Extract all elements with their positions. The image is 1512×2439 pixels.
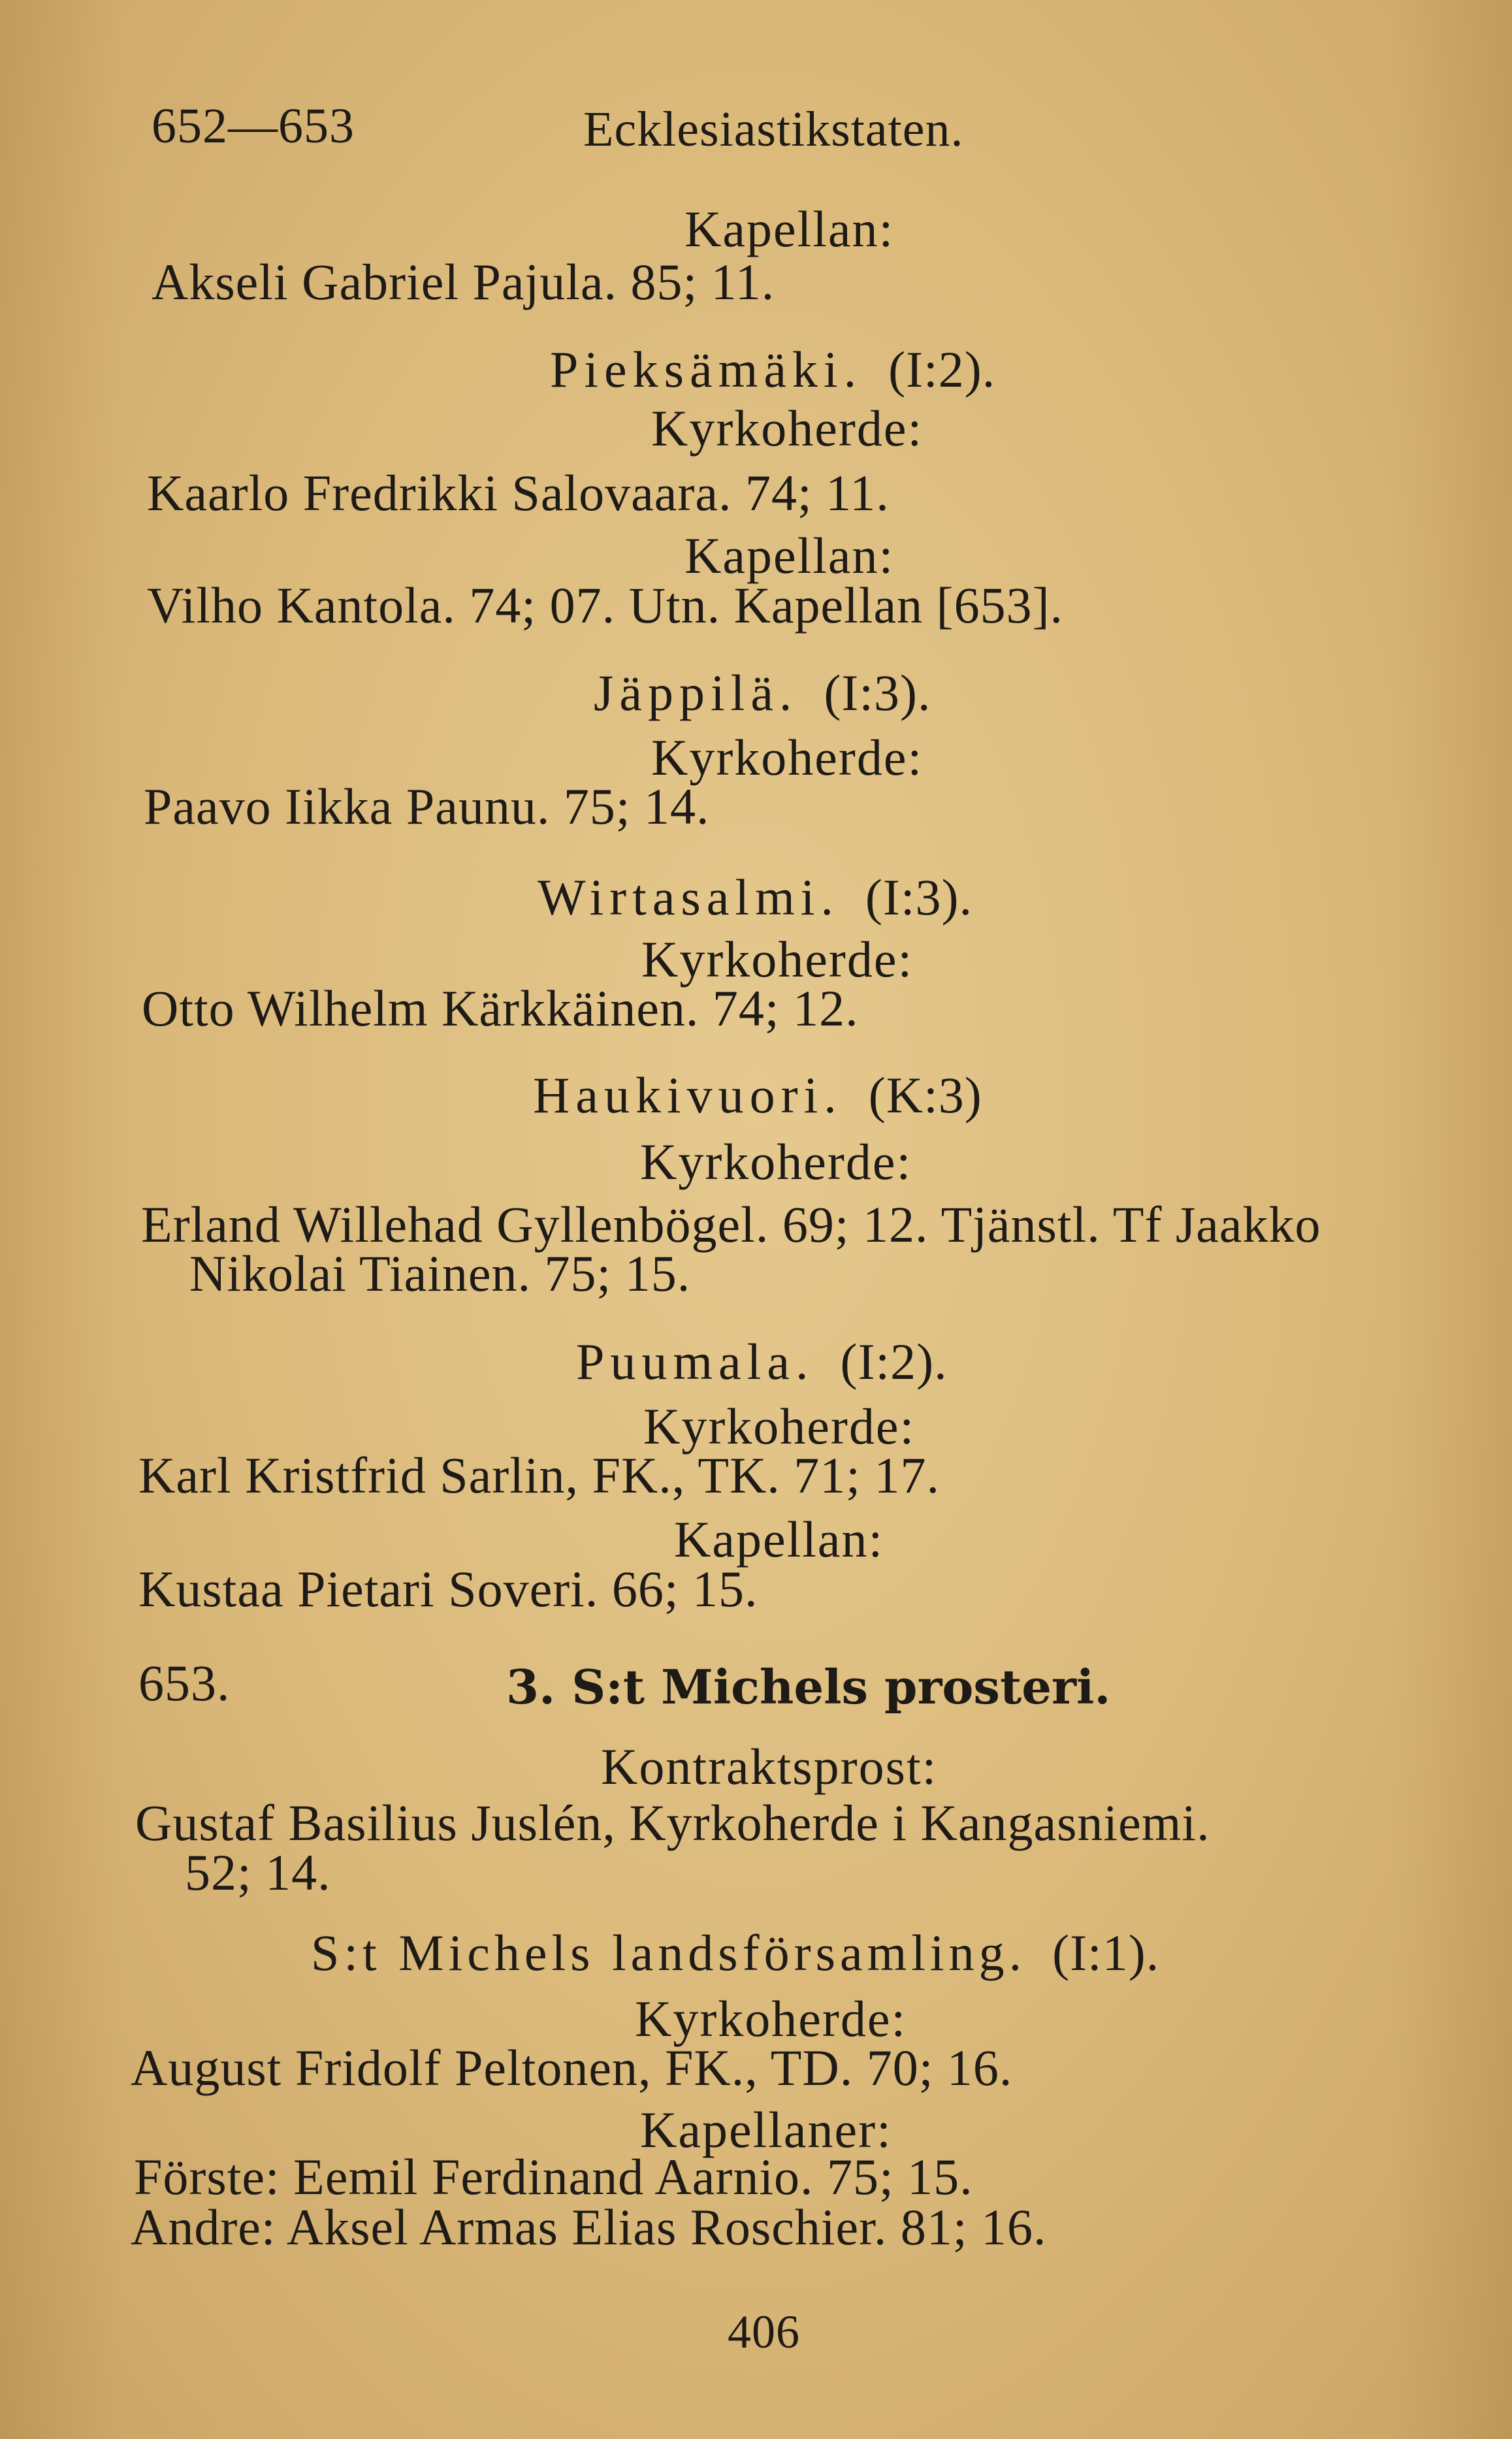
page-title: Ecklesiastikstaten. xyxy=(583,102,964,157)
parish-heading xyxy=(550,341,996,398)
section-number: 653. xyxy=(138,1655,231,1711)
page-range: 652—653 xyxy=(152,99,355,153)
entry-line: Gustaf Basilius Juslén, Kyrkoherde i Kangasniemi. xyxy=(135,1794,1210,1851)
entry-line: Kustaa Pietari Soveri. 66; 15. xyxy=(138,1560,758,1617)
page-number: 406 xyxy=(728,2306,800,2358)
parish-name: Jäppilä. xyxy=(594,664,798,721)
parish-heading xyxy=(533,1067,982,1123)
role-heading: Kyrkoherde: xyxy=(640,1133,912,1190)
parish-name: S:t Michels landsförsamling. xyxy=(311,1924,1027,1981)
role-heading: Kontraktsprost: xyxy=(601,1738,938,1795)
parish-class: (I:2). xyxy=(888,341,996,398)
role-heading: Kyrkoherde: xyxy=(643,1398,916,1455)
section-heading: 3. S:t Michels prosteri. xyxy=(506,1659,1111,1715)
parish-class: (I:1). xyxy=(1052,1924,1160,1981)
entry-line: Akseli Gabriel Pajula. 85; 11. xyxy=(152,253,775,310)
parish-name: Puumala. xyxy=(576,1333,814,1390)
parish-heading xyxy=(538,869,973,926)
entry-line: Förste: Eemil Ferdinand Aarnio. 75; 15. xyxy=(134,2148,973,2205)
role-heading: Kapellaner: xyxy=(640,2101,892,2158)
role-heading: Kyrkoherde: xyxy=(641,931,914,988)
entry-line: Otto Wilhelm Kärkkäinen. 74; 12. xyxy=(142,980,859,1037)
entry-line-continued: 52; 14. xyxy=(185,1844,331,1901)
parish-name: Pieksämäki. xyxy=(550,341,863,398)
role-heading: Kyrkoherde: xyxy=(651,729,924,786)
entry-line: August Fridolf Peltonen, FK., TD. 70; 16. xyxy=(131,2039,1013,2096)
entry-line: Paavo Iikka Paunu. 75; 14. xyxy=(144,778,710,835)
parish-class: (I:2). xyxy=(840,1333,948,1390)
parish-name: Haukivuori. xyxy=(533,1067,843,1123)
parish-heading xyxy=(594,664,931,721)
entry-line: Vilho Kantola. 74; 07. Utn. Kapellan [653]. xyxy=(147,577,1064,634)
entry-line: Karl Kristfrid Sarlin, FK., TK. 71; 17. xyxy=(138,1447,940,1504)
parish-class: (I:3). xyxy=(865,869,973,926)
entry-line-continued: Nikolai Tiainen. 75; 15. xyxy=(189,1245,691,1302)
role-heading: Kapellan: xyxy=(684,527,895,584)
role-heading: Kapellan: xyxy=(674,1511,884,1568)
parish-heading xyxy=(311,1924,1160,1981)
parish-class: (I:3). xyxy=(824,664,931,721)
role-heading: Kyrkoherde: xyxy=(651,400,924,457)
entry-line: Andre: Aksel Armas Elias Roschier. 81; 16. xyxy=(131,2199,1047,2255)
role-heading: Kapellan: xyxy=(684,201,895,257)
entry-line: Kaarlo Fredrikki Salovaara. 74; 11. xyxy=(147,464,890,521)
parish-heading xyxy=(576,1333,948,1390)
parish-name: Wirtasalmi. xyxy=(538,869,839,926)
role-heading: Kyrkoherde: xyxy=(635,1990,907,2047)
entry-line: Erland Willehad Gyllenbögel. 69; 12. Tjänstl. Tf Jaakko xyxy=(141,1196,1321,1253)
parish-class: (K:3) xyxy=(868,1067,982,1123)
